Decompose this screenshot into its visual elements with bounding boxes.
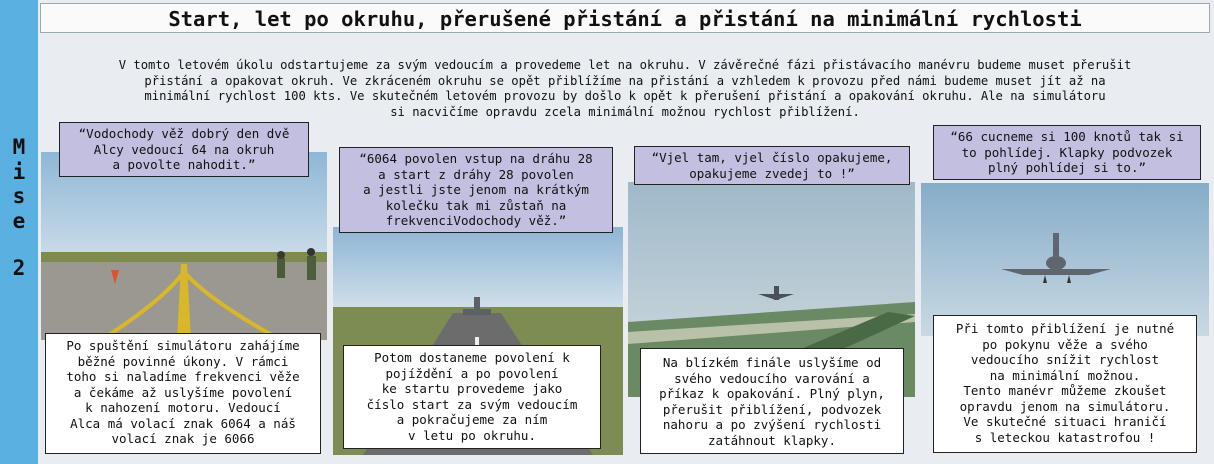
- description-line: Na blízkém finále uslyšíme od: [662, 355, 882, 370]
- photo-approach: [921, 183, 1209, 336]
- quote-line: kolečku tak mi zůstaň na: [385, 197, 567, 213]
- description-line: a pokračujeme za ním: [396, 412, 548, 427]
- quote-bubble: [634, 146, 910, 185]
- quote-line: “66 cucneme si 100 knotů tak si: [950, 129, 1184, 144]
- mission-number: 2: [12, 256, 26, 280]
- quote-bubble: [339, 147, 613, 233]
- mission-letter: M: [12, 135, 26, 159]
- description-box: [640, 348, 904, 454]
- quote-line: plný pohlídej si to.”: [987, 160, 1147, 175]
- description-line: s leteckou katastrofou !: [974, 429, 1156, 445]
- photo-taxiway: [41, 152, 327, 340]
- description-line: na minimální možnou.: [989, 367, 1141, 383]
- page-title: Start, let po okruhu, přerušené přistání a přistání na minimální rychlosti: [40, 3, 1210, 33]
- description-line: volací znak je 6066: [111, 431, 255, 446]
- quote-line: Alcy vedoucí 64 na okruh: [93, 141, 275, 157]
- description-line: Alca má volací znak 6064 a náš: [70, 415, 296, 431]
- quote-line: frekvenciVodochody věž.”: [385, 213, 567, 228]
- description-line: toho si naladíme frekvenci věže: [66, 369, 300, 384]
- quote-bubble: [59, 122, 309, 177]
- description-line: opravdu jenom na simulátoru.: [959, 398, 1171, 414]
- description-line: Ve skutečné situaci hraničí: [963, 414, 1167, 429]
- description-line: svého vedoucího varování a: [674, 370, 870, 386]
- quote-bubble: [933, 125, 1201, 180]
- mission-letter: i: [12, 159, 26, 184]
- description-line: Po spuštění simulátoru zahájíme: [66, 338, 300, 353]
- intro-line: minimální rychlost 100 kts. Ve skutečném letovém provozu by došlo k opět k přerušení přistání a opakování okruhu. Ale na simulátoru: [144, 89, 1106, 103]
- mission-letter: e: [12, 208, 26, 233]
- description-line: a čekáme až uslyšíme povolení: [73, 384, 293, 400]
- description-line: pojíždění a po povolení: [385, 365, 559, 381]
- quote-line: a jestli jste jenom na krátkým: [363, 182, 589, 197]
- quote-line: “Vodochody věž dobrý den dvě: [78, 126, 290, 141]
- intro-line: V tomto letovém úkolu odstartujeme za svým vedoucím a provedeme let na okruhu. V závěrečné fázi přistávacího manévru budeme muset přerušit: [118, 58, 1132, 72]
- description-line: zatáhnout klapky.: [708, 432, 836, 448]
- description-line: Při tomto přiblížení je nutné: [955, 321, 1175, 336]
- description-line: číslo start za svým vedoucím: [366, 396, 578, 412]
- description-line: ke startu provedeme jako: [381, 381, 563, 396]
- description-line: v letu po okruhu.: [408, 427, 536, 443]
- description-box: [933, 315, 1197, 453]
- description-box: [45, 333, 321, 454]
- intro-line: přistání a opakovat okruh. Ve zkráceném okruhu se opět přiblížíme na přistání a vzhledem k provozu před námi budeme muset jít až na: [144, 73, 1106, 88]
- quote-line: to pohlídej. Klapky podvozek: [961, 144, 1173, 160]
- intro-text: [42, 58, 1208, 120]
- description-line: Potom dostaneme povolení k: [374, 350, 570, 365]
- quote-line: a povolte nahodit.”: [112, 157, 256, 172]
- description-line: vedoucího snížit rychlost: [970, 352, 1160, 367]
- description-line: po pokynu věže a svého: [982, 336, 1148, 352]
- quote-line: opakujeme zvedej to !”: [689, 165, 855, 181]
- description-line: nahoru a po zvýšení rychlosti: [662, 417, 882, 432]
- quote-line: “6064 povolen vstup na dráhu 28: [359, 151, 593, 166]
- quote-line: a start z dráhy 28 povolen: [378, 166, 574, 182]
- description-line: příkaz k opakování. Plný plyn,: [659, 386, 885, 401]
- intro-line: si nacvičíme opravdu zcela minimální možnou rychlost přiblížení.: [390, 104, 860, 119]
- description-box: [343, 345, 601, 449]
- mission-label: [0, 135, 38, 281]
- quote-line: “Vjel tam, vjel číslo opakujeme,: [651, 150, 893, 165]
- description-line: přerušit přiblížení, podvozek: [662, 401, 882, 417]
- description-line: Tento manévr můžeme zkoušet: [963, 383, 1167, 398]
- description-line: k nahození motoru. Vedoucí: [85, 400, 281, 415]
- mission-letter: s: [12, 184, 26, 208]
- description-line: běžné povinné úkony. V rámci: [77, 353, 289, 369]
